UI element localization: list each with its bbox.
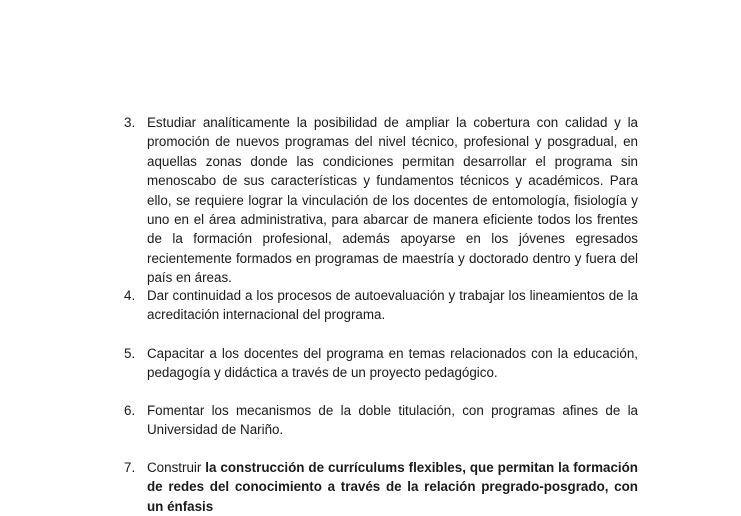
list-item-text-bold: la construcción de currículums flexibles, que permitan la formación de redes del conocimiento a través de la relación pregrado-posgrado, con un énfasis <box>147 460 638 514</box>
list-item-number: 5. <box>124 346 136 361</box>
list-item-text: Estudiar analíticamente la posibilidad de ampliar la cobertura con calidad y la promoción de nuevos programas del nivel técnico, profesional y posgradual, en aquellas zonas donde las condiciones permitan desarrollar el programa sin menoscabo de sus características y fundamentos técnicos y académicos. Para ello, se requiere lograr la vinculación de los docentes de entomología, fisiología y uno en el área administrativa, para abarcar de manera eficiente todos los frentes de la formación profesional, además apoyarse en los jóvenes egresados recientemente formados en programas de maestría y doctorado dentro y fuera del país en áreas. <box>147 115 638 286</box>
list-item-number: 3. <box>124 115 136 130</box>
list-item <box>124 286 638 325</box>
list-item <box>124 401 638 440</box>
list-item-number: 4. <box>124 288 136 303</box>
list-item-text-normal: Construir <box>147 460 206 475</box>
list-item-number: 7. <box>124 460 136 475</box>
list-item <box>124 344 638 383</box>
list-item <box>124 113 638 288</box>
list-item-number: 6. <box>124 403 136 418</box>
list-item-text <box>147 458 638 516</box>
list-item-text: Dar continuidad a los procesos de autoevaluación y trabajar los lineamientos de la acreditación internacional del programa. <box>147 288 638 323</box>
list-item-text: Capacitar a los docentes del programa en temas relacionados con la educación, pedagogía y didáctica a través de un proyecto pedagógico. <box>147 346 638 381</box>
list-item <box>124 458 638 516</box>
list-item-text: Fomentar los mecanismos de la doble titulación, con programas afines de la Universidad de Nariño. <box>147 403 638 438</box>
